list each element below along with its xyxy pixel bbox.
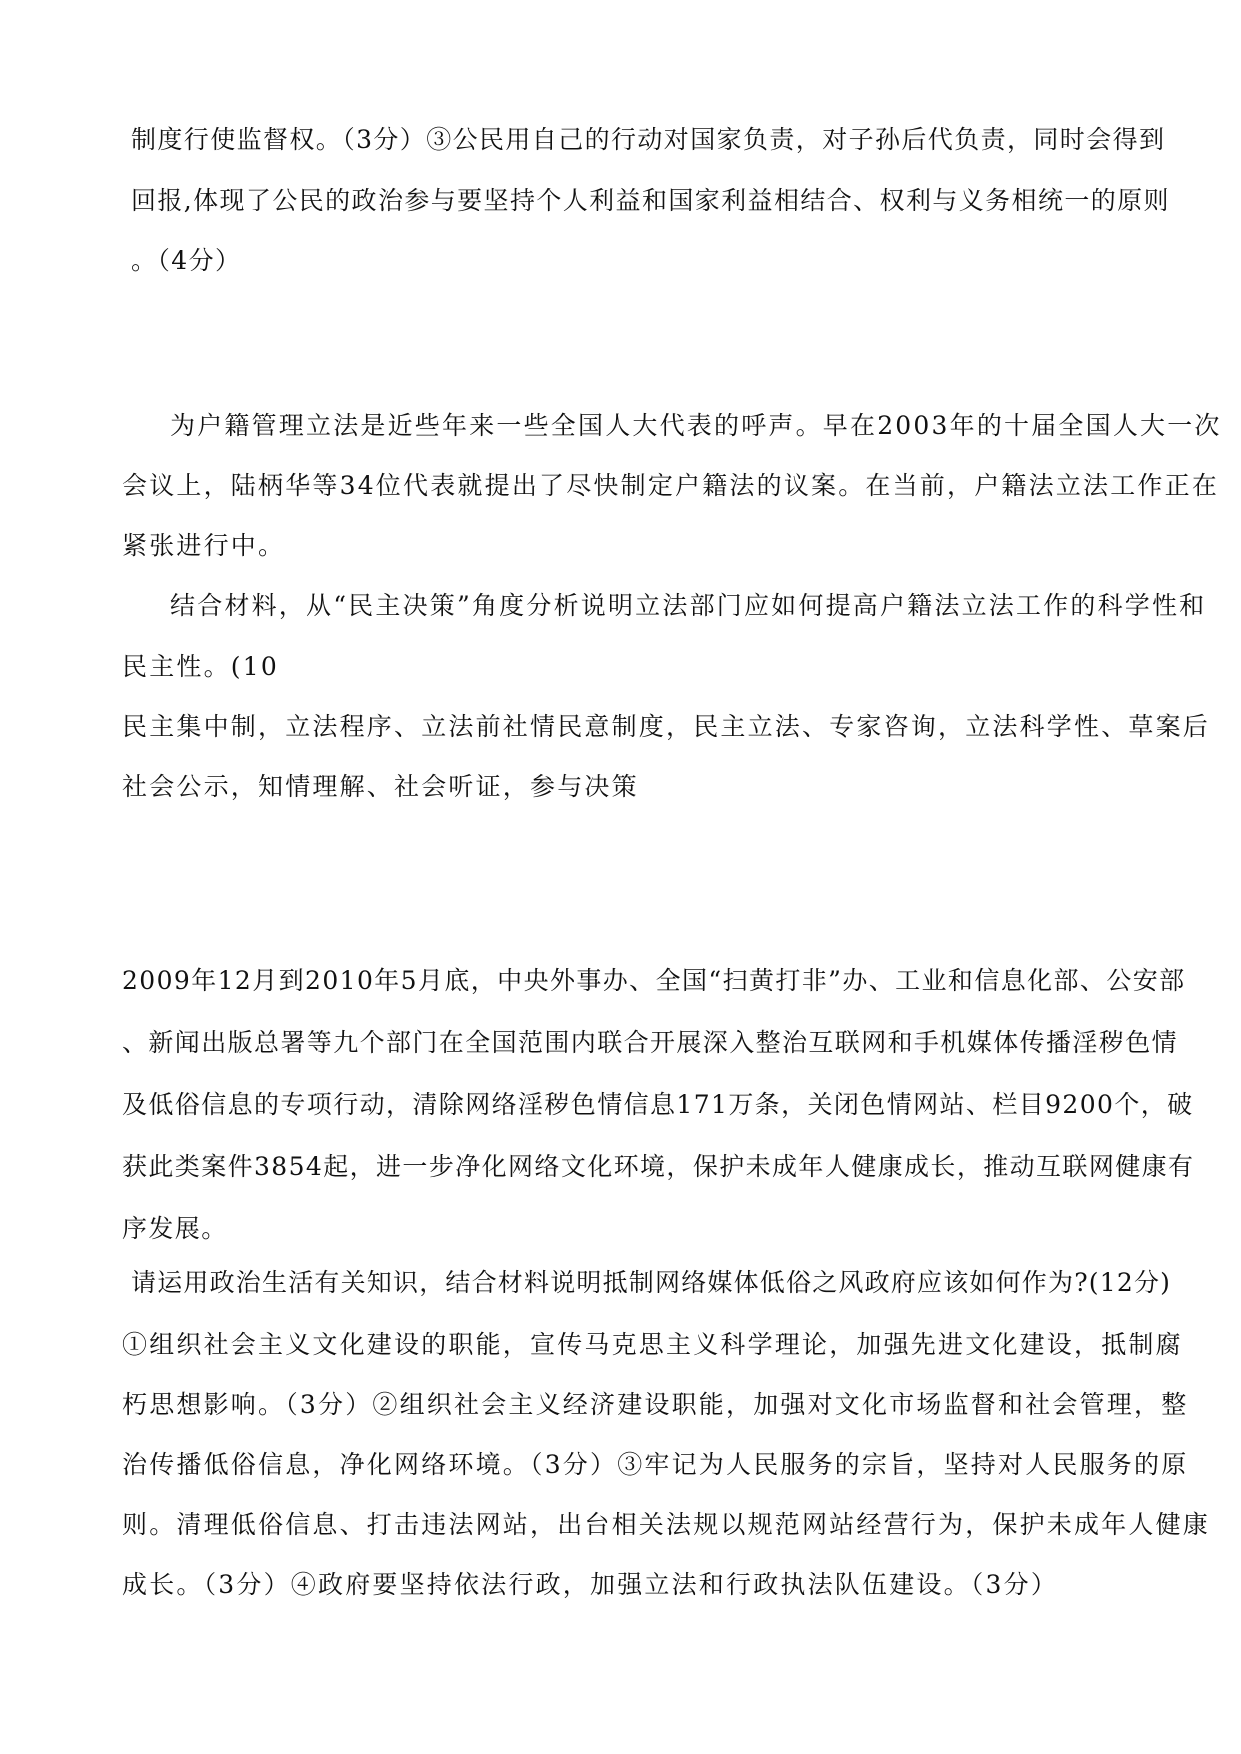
material-line: 2009年12月到2010年5月底，中央外事办、全国“扫黄打非”办、工业和信息化部、公安部	[122, 966, 1186, 995]
answer-line: ①组织社会主义文化建设的职能，宣传马克思主义科学理论，加强先进文化建设，抵制腐	[122, 1330, 1183, 1359]
answer-line: 治传播低俗信息，净化网络环境。（3分）③牢记为人民服务的宗旨，坚持对人民服务的原	[122, 1450, 1189, 1479]
question-prompt: 民主性。(10	[122, 652, 279, 681]
material-line: 紧张进行中。	[122, 531, 286, 560]
question-prompt: 结合材料，从“民主决策”角度分析说明立法部门应如何提高户籍法立法工作的科学性和	[170, 591, 1207, 620]
material-line: 会议上，陆柄华等34位代表就提出了尽快制定户籍法的议案。在当前，户籍法立法工作正在	[122, 471, 1220, 500]
question-prompt: 请运用政治生活有关知识，结合材料说明抵制网络媒体低俗之风政府应该如何作为?(12分)	[131, 1268, 1172, 1297]
answer-line: 社会公示，知情理解、社会听证，参与决策	[122, 772, 639, 801]
text-line: 。（4分）	[131, 246, 242, 275]
text-line: 制度行使监督权。（3分）③公民用自己的行动对国家负责，对子孙后代负责，同时会得到	[131, 125, 1166, 154]
text-line: 回报,体现了公民的政治参与要坚持个人利益和国家利益相结合、权利与义务相统一的原则	[131, 186, 1170, 215]
material-line: 为户籍管理立法是近些年来一些全国人大代表的呼声。早在2003年的十届全国人大一次	[170, 411, 1222, 440]
answer-line: 民主集中制，立法程序、立法前社情民意制度，民主立法、专家咨询，立法科学性、草案后	[122, 712, 1211, 741]
material-line: 及低俗信息的专项行动，清除网络淫秽色情信息171万条，关闭色情网站、栏目9200个，破	[122, 1090, 1194, 1119]
material-line: 序发展。	[122, 1214, 228, 1243]
answer-line: 成长。（3分）④政府要坚持依法行政，加强立法和行政执法队伍建设。（3分）	[122, 1570, 1059, 1599]
material-line: 、新闻出版总署等九个部门在全国范围内联合开展深入整治互联网和手机媒体传播淫秽色情	[122, 1028, 1179, 1057]
answer-line: 则。清理低俗信息、打击违法网站，出台相关法规以规范网站经营行为，保护未成年人健康	[122, 1510, 1211, 1539]
answer-line: 朽思想影响。（3分）②组织社会主义经济建设职能，加强对文化市场监督和社会管理，整	[122, 1390, 1189, 1419]
material-line: 获此类案件3854起，进一步净化网络文化环境，保护未成年人健康成长，推动互联网健康有	[122, 1152, 1195, 1181]
